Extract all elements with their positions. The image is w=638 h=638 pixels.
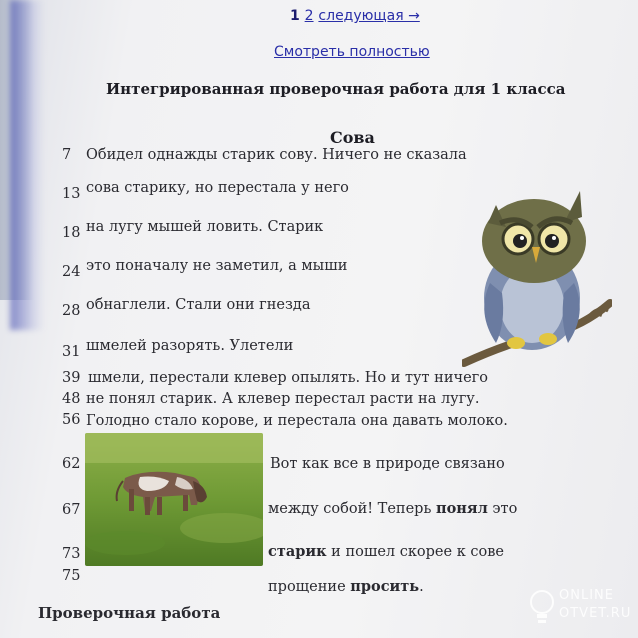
text-line-5: обнаглели. Стали они гнезда (86, 297, 311, 313)
view-all-link[interactable]: Смотреть полностью (274, 44, 430, 60)
word-count-67: 67 (62, 502, 81, 518)
word-count-56: 56 (62, 412, 81, 428)
page-2-link[interactable]: 2 (304, 8, 314, 24)
page-current: 1 (290, 8, 300, 24)
word-count-31: 31 (62, 344, 81, 360)
page-title: Интегрированная проверочная работа для 1 класса (106, 80, 566, 98)
word-count-75: 75 (62, 568, 81, 584)
text-line-1: Обидел однажды старик сову. Ничего не сказала (86, 147, 467, 163)
text-line-13: прощение просить. (268, 578, 424, 595)
cow-photo (85, 433, 263, 566)
watermark (527, 586, 638, 638)
text-line-2: сова старику, но перестала у него (86, 180, 349, 196)
next-page-link[interactable]: следующая → (318, 8, 420, 24)
text-line-8: не понял старик. А клевер перестал расти на лугу. (86, 391, 480, 407)
text-line-12: старик и пошел скорее к сове (268, 543, 504, 560)
text-line-7: шмели, перестали клевер опылять. Но и тут ничего (88, 370, 488, 386)
screen-glare (10, 0, 44, 330)
text-line-6: шмелей разорять. Улетели (86, 338, 294, 354)
story-title: Сова (330, 128, 375, 147)
word-count-24: 24 (62, 264, 81, 280)
watermark-line2: OTVET.RU (559, 606, 632, 621)
lightbulb-icon (527, 588, 557, 628)
word-count-39: 39 (62, 370, 81, 386)
text-line-4: это поначалу не заметил, а мыши (86, 258, 348, 274)
text-line-9: Голодно стало корове, и перестала она давать молоко. (86, 413, 508, 429)
text-line-10: Вот как все в природе связано (270, 456, 505, 472)
word-count-73: 73 (62, 546, 81, 562)
pagination (290, 8, 420, 24)
owl-illustration (462, 183, 612, 373)
word-count-28: 28 (62, 303, 81, 319)
text-line-11: между собой! Теперь понял это (268, 500, 518, 517)
word-count-48: 48 (62, 391, 81, 407)
section-heading: Проверочная работа (38, 604, 221, 622)
word-count-18: 18 (62, 225, 81, 241)
text-line-3: на лугу мышей ловить. Старик (86, 219, 324, 235)
word-count-7: 7 (62, 147, 72, 163)
watermark-line1: ONLINE (559, 588, 614, 603)
word-count-13: 13 (62, 186, 81, 202)
word-count-62: 62 (62, 456, 81, 472)
